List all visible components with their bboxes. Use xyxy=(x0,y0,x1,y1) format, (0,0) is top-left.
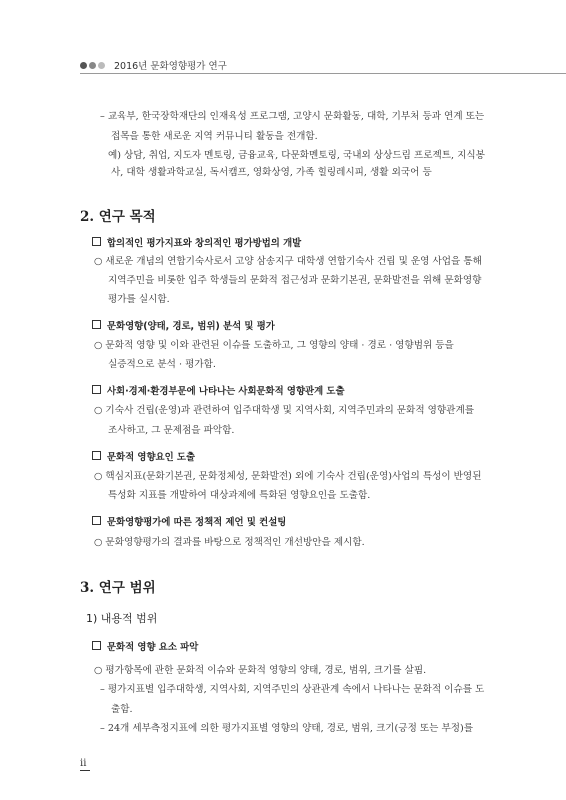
goal-1-line-3: 평가를 실시함. xyxy=(108,294,170,305)
section-3-subheading: 1) 내용적 범위 xyxy=(86,612,158,625)
header-dots xyxy=(80,62,107,81)
checkbox-square-icon xyxy=(92,320,101,329)
scope-line-4: – 24개 세부측정지표에 의한 평가지표별 영향의 양태, 경로, 범위, 크기(긍정 또는 부정)를 xyxy=(100,723,474,734)
goal-1-line-2: 지역주민을 비롯한 입주 학생들의 문화적 접근성과 문화기본권, 문화발전을 위해 문화영향 xyxy=(108,275,482,286)
goal-3-line-1: ○ 기숙사 건립(운영)과 관련하여 입주대학생 및 지역사회, 지역주민과의 문화적 영향관계를 xyxy=(94,405,474,416)
page-number-underline xyxy=(80,770,90,771)
scope-box xyxy=(92,641,198,654)
goal-4-title: 문화적 영향요인 도출 xyxy=(107,452,196,463)
goal-5-box xyxy=(92,516,286,529)
goal-2-line-1: ○ 문화적 영향 및 이와 관련된 이슈를 도출하고, 그 영향의 양태 · 경로 · 영향범위 등을 xyxy=(94,340,454,351)
checkbox-square-icon xyxy=(92,641,101,650)
intro-dash-line-1: – 교육부, 한국장학재단의 인재육성 프로그램, 고양시 문화활동, 대학, 기부처 등과 연계 또는 xyxy=(100,111,485,122)
goal-1-box xyxy=(92,237,301,250)
running-header xyxy=(80,55,566,75)
intro-example-line-2: 사, 대학 생활과학교실, 독서캠프, 영화상영, 가족 힐링레시피, 생활 외국어 등 xyxy=(111,167,432,178)
header-dot-icon xyxy=(89,62,96,69)
header-dot-icon xyxy=(80,62,87,69)
goal-1-title: 합의적인 평가지표와 창의적인 평가방법의 개발 xyxy=(107,238,302,249)
goal-5-title: 문화영향평가에 따른 정책적 제언 및 컨설팅 xyxy=(107,517,287,528)
scope-title: 문화적 영향 요소 파악 xyxy=(107,642,199,653)
goal-2-line-2: 실증적으로 분석 · 평가함. xyxy=(108,359,216,370)
scope-line-1: ○ 평가항목에 관한 문화적 이슈와 문화적 영향의 양태, 경로, 범위, 크기를 살핌. xyxy=(94,665,427,676)
intro-example-line-1: 예) 상담, 취업, 지도자 멘토링, 금융교육, 다문화멘토링, 국내외 상상드림 프로젝트, 지식봉 xyxy=(108,150,485,161)
goal-2-title: 문화영향(양태, 경로, 범위) 분석 및 평가 xyxy=(107,321,275,332)
goal-3-title: 사회·경제·환경부문에 나타나는 사회문화적 영향관계 도출 xyxy=(107,386,345,397)
section-2-heading: 2. 연구 목적 xyxy=(80,209,156,225)
goal-4-box xyxy=(92,451,195,464)
checkbox-square-icon xyxy=(92,516,101,525)
checkbox-square-icon xyxy=(92,385,101,394)
section-3-heading: 3. 연구 범위 xyxy=(80,580,156,596)
goal-4-line-1: ○ 핵심지표(문화기본권, 문화정체성, 문화발전) 외에 기숙사 건립(운영)사업의 특성이 반영된 xyxy=(94,471,482,482)
header-title: 2016년 문화영향평가 연구 xyxy=(114,61,227,72)
goal-3-line-2: 조사하고, 그 문제점을 파악함. xyxy=(108,425,235,436)
intro-dash-line-2: 접목을 통한 새로운 지역 커뮤니티 활동을 전개함. xyxy=(111,131,318,142)
goal-1-line-1: ○ 새로운 개념의 연합기숙사로서 고양 삼송지구 대학생 연합기숙사 건립 및 운영 사업을 통해 xyxy=(94,256,482,267)
goal-3-box xyxy=(92,385,345,398)
checkbox-square-icon xyxy=(92,237,101,246)
goal-4-line-2: 특성화 지표를 개발하여 대상과제에 특화된 영향요인을 도출함. xyxy=(108,490,371,501)
scope-line-2: – 평가지표별 입주대학생, 지역사회, 지역주민의 상관관계 속에서 나타나는 문화적 이슈를 도 xyxy=(100,684,485,695)
checkbox-square-icon xyxy=(92,451,101,460)
scope-line-3: 출함. xyxy=(111,704,133,715)
goal-2-box xyxy=(92,320,275,333)
page-number: ii xyxy=(80,758,87,769)
header-divider xyxy=(80,73,566,74)
goal-5-line-1: ○ 문화영향평가의 결과를 바탕으로 정책적인 개선방안을 제시함. xyxy=(94,537,365,548)
header-dot-icon xyxy=(98,62,105,69)
